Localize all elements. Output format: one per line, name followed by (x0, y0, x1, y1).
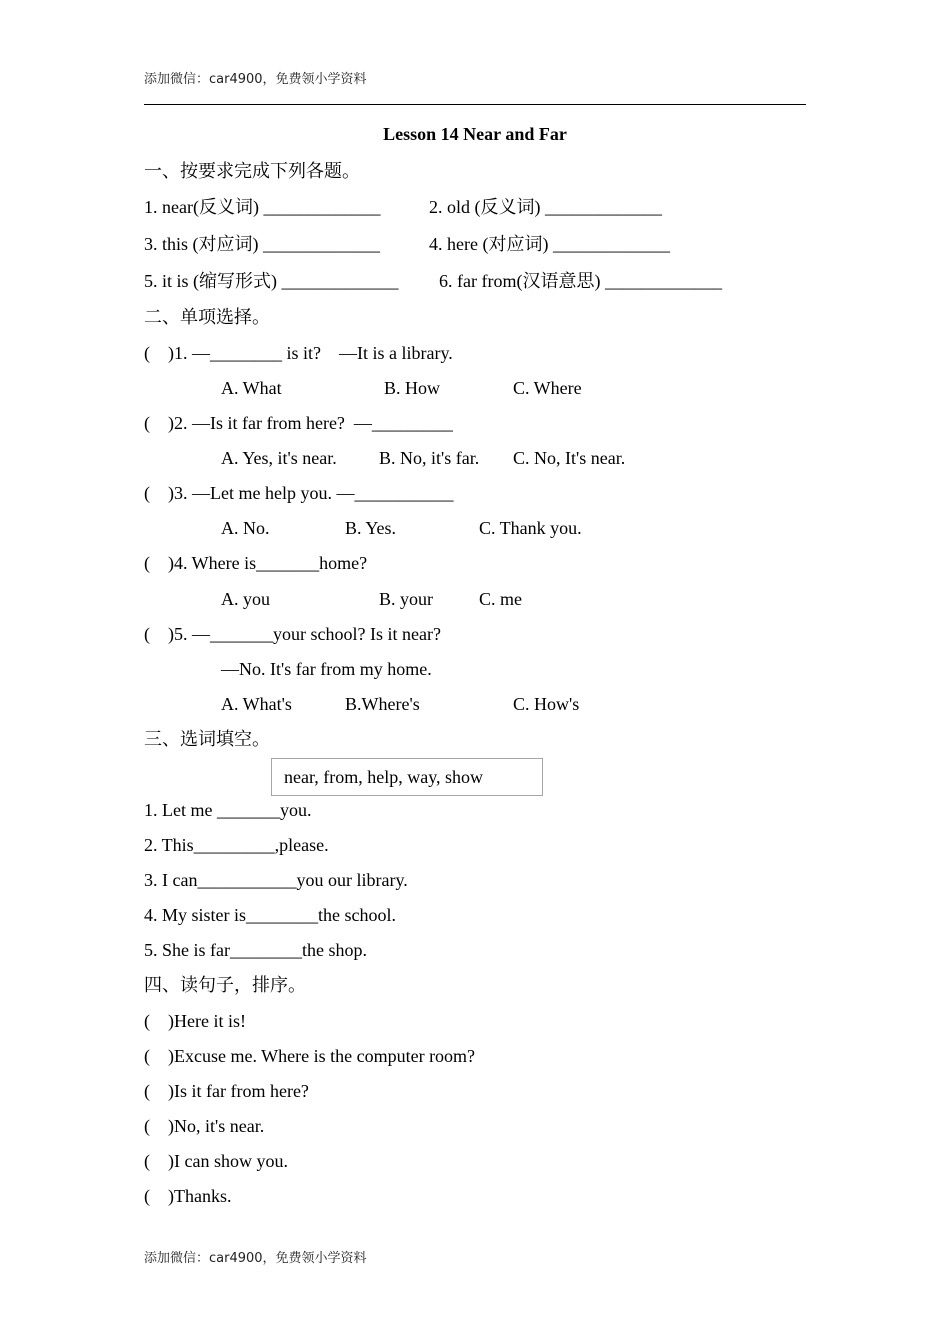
s4-item-2: ( )Excuse me. Where is the computer room? (144, 1046, 476, 1066)
section2-heading: 二、单项选择。 (144, 307, 270, 328)
s4-item-4: ( )No, it's near. (144, 1116, 265, 1136)
s3-item-2: 2. This_________,please. (144, 835, 329, 855)
q5-option-c: C. How's (513, 694, 580, 714)
section1-heading: 一、按要求完成下列各题。 (144, 161, 360, 182)
s3-item-5: 5. She is far________the shop. (144, 940, 367, 960)
q2-option-c: C. No, It's near. (513, 448, 626, 468)
q3-stem: ( )3. —Let me help you. —___________ (144, 483, 454, 503)
s1-item-5: 5. it is (缩写形式) _____________ (144, 271, 399, 291)
q5-option-b: B.Where's (345, 694, 420, 714)
s4-item-6: ( )Thanks. (144, 1186, 232, 1206)
s1-item-6: 6. far from(汉语意思) _____________ (439, 271, 722, 291)
s1-item-4: 4. here (对应词) _____________ (429, 234, 670, 254)
s3-item-4: 4. My sister is________the school. (144, 905, 396, 925)
q2-stem: ( )2. —Is it far from here? —_________ (144, 413, 453, 433)
s1-item-2: 2. old (反义词) _____________ (429, 197, 662, 217)
q4-stem: ( )4. Where is_______home? (144, 553, 368, 573)
section4-heading: 四、读句子，排序。 (144, 975, 306, 996)
q5-option-a: A. What's (221, 694, 292, 714)
q1-stem: ( )1. —________ is it? —It is a library. (144, 343, 453, 363)
section3-heading: 三、选词填空。 (144, 729, 270, 750)
q1-option-c: C. Where (513, 378, 582, 398)
q3-option-a: A. No. (221, 518, 270, 538)
header-watermark: 添加微信：car4900，免费领小学资料 (144, 72, 367, 87)
q3-option-c: C. Thank you. (479, 518, 582, 538)
q2-option-b: B. No, it's far. (379, 448, 480, 468)
q5-extra: —No. It's far from my home. (221, 659, 432, 679)
page-title: Lesson 14 Near and Far (383, 124, 567, 144)
q1-option-b: B. How (384, 378, 441, 398)
q3-option-b: B. Yes. (345, 518, 397, 538)
s1-item-1: 1. near(反义词) _____________ (144, 197, 381, 217)
footer-watermark: 添加微信：car4900，免费领小学资料 (144, 1251, 367, 1266)
s4-item-1: ( )Here it is! (144, 1011, 246, 1031)
q5-stem: ( )5. —_______your school? Is it near? (144, 624, 441, 644)
q2-option-a: A. Yes, it's near. (221, 448, 337, 468)
s4-item-5: ( )I can show you. (144, 1151, 288, 1171)
s3-item-1: 1. Let me _______you. (144, 800, 312, 820)
word-bank-text: near, from, help, way, show (284, 767, 484, 787)
q4-option-b: B. your (379, 589, 433, 609)
s3-item-3: 3. I can___________you our library. (144, 870, 408, 890)
word-bank-box (271, 758, 543, 796)
s4-item-3: ( )Is it far from here? (144, 1081, 309, 1101)
q1-option-a: A. What (221, 378, 282, 398)
header-rule (144, 104, 806, 105)
q4-option-c: C. me (479, 589, 522, 609)
q4-option-a: A. you (221, 589, 270, 609)
s1-item-3: 3. this (对应词) _____________ (144, 234, 380, 254)
